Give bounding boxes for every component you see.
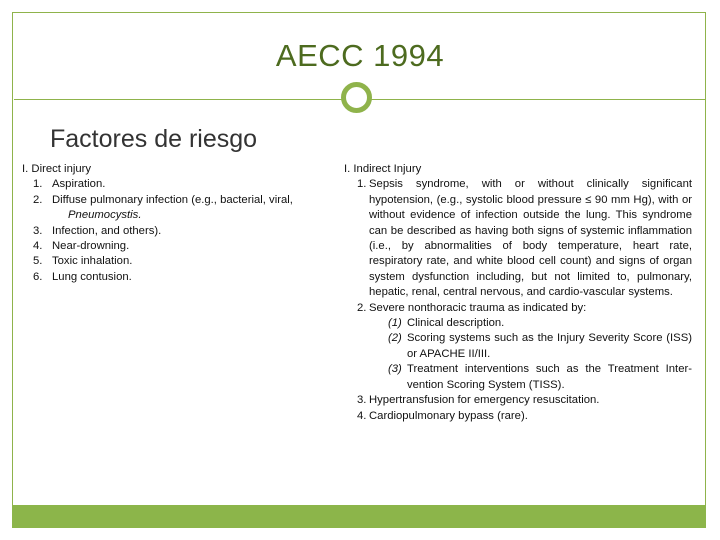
list-item: 4. Cardiopulmonary bypass (rare). [357,409,528,422]
list-item: 1. Sepsis syndrome, with or without clinically significant hypotension, (e.g., systolic blood pressure ≤ 90 mm Hg), with or without evidence of infection outside the lung. This syndrome can be described as having both signs of systemic inflammation (i.e., by abnormalities of body temperature, heart rate, respiratory rate, and white blood cell count) and signs of organ system dysfunction including, but not limited to, pulmonary, hepatic, renal, central nervous, and cardio-vascular systems. [357,178,692,299]
indirect-injury-heading: I. Indirect Injury [344,163,422,175]
direct-injury-column [22,162,340,285]
list-item: 2. Diffuse pulmonary infection (e.g., bacterial, viral, Pneumocystis. [33,193,293,222]
list-item: 5. Toxic inhalation. [33,255,133,268]
slide-title: AECC 1994 [275,38,445,73]
bottom-accent-bar [12,505,706,528]
slide-subtitle: Factores de riesgo [50,125,258,153]
direct-injury-list [22,177,340,285]
trauma-subitems [369,316,692,393]
indirect-injury-column [344,162,692,424]
divider-ring-icon [341,82,372,113]
list-item: (3) Treatment interventions such as the Treatment Inter-vention Scoring System (TISS). [388,363,692,391]
list-item: 1. Aspiration. [33,178,106,191]
list-item: 3. Infection, and others). [33,224,162,237]
list-item: (1) Clinical description. [388,317,505,330]
list-item: 2. Severe nonthoracic trauma as indicated by: (1) Clinical description. (2) Scoring systems such as the Injury Severity Score (ISS) or APACHE II/III. (3) Treatment interventions such as the Treatment Inter-vention Scoring System (TISS). [344,301,692,393]
list-item: 4. Near-drowning. [33,240,130,253]
direct-injury-heading: I. Direct injury [22,163,92,175]
scanned-table-image [22,162,702,442]
indirect-injury-list [344,177,692,424]
list-item: 3. Hypertransfusion for emergency resuscitation. [357,394,600,407]
list-item: 6. Lung contusion. [33,270,132,283]
list-item: (2) Scoring systems such as the Injury Severity Score (ISS) or APACHE II/III. [388,332,692,360]
